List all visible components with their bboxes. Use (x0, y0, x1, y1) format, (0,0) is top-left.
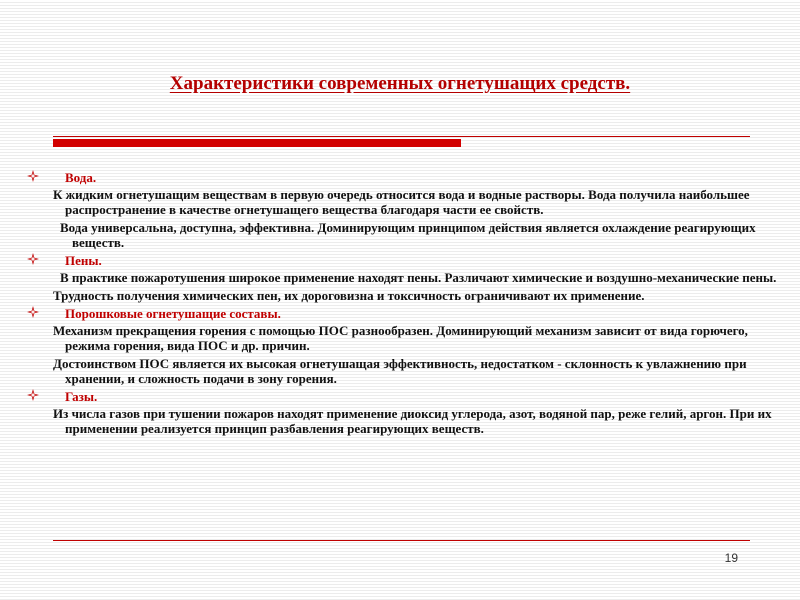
diamond-bullet-icon (27, 170, 39, 182)
slide-title: Характеристики современных огнетушащих средств. (169, 73, 631, 94)
diamond-bullet-icon (27, 389, 39, 401)
section-paragraph: Достоинством ПОС является их высокая огнетушащая эффективность, недостатком - склонность к увлажнению при хранении, и сложность подачи в зону горения. (53, 356, 747, 386)
page-number: 19 (724, 551, 738, 565)
footer-divider (53, 540, 750, 541)
title-divider-thin (53, 136, 750, 137)
section-heading-label: Вода. (65, 170, 97, 185)
section-heading-gases (27, 389, 779, 404)
section-heading-label: Пены. (65, 253, 102, 268)
section-paragraph: Из числа газов при тушении пожаров находят применение диоксид углерода, азот, водяной пар, реже гелий, аргон. При их применении реализуется принцип разбавления реагирующих веществ. (53, 406, 772, 436)
section-heading-label: Газы. (65, 389, 98, 404)
section-paragraph: К жидким огнетушащим веществам в первую очередь относится вода и водные растворы. Вода получила наибольшее распространение в качестве огнетушащего вещества благодаря части ее свойств. (53, 187, 750, 217)
diamond-bullet-icon (27, 253, 39, 265)
diamond-bullet-icon (27, 306, 39, 318)
section-paragraph: Трудность получения химических пен, их дороговизна и токсичность ограничивают их применение. (53, 288, 645, 303)
section-paragraph: Механизм прекращения горения с помощью ПОС разнообразен. Доминирующий механизм зависит от вида горючего, режима горения, вида ПОС и др. причин. (53, 323, 748, 353)
section-heading-label: Порошковые огнетушащие составы. (65, 306, 281, 321)
title-divider-thick (53, 139, 461, 147)
section-paragraph: Вода универсальна, доступна, эффективна. Доминирующим принципом действия является охлаждение реагирующих веществ. (60, 220, 756, 250)
section-paragraph: В практике пожаротушения широкое применение находят пены. Различают химические и воздушно-механические пены. (60, 270, 777, 285)
slide-body (27, 170, 779, 439)
section-heading-powder (27, 306, 779, 321)
section-heading-water (27, 170, 779, 185)
section-heading-foam (27, 253, 779, 268)
